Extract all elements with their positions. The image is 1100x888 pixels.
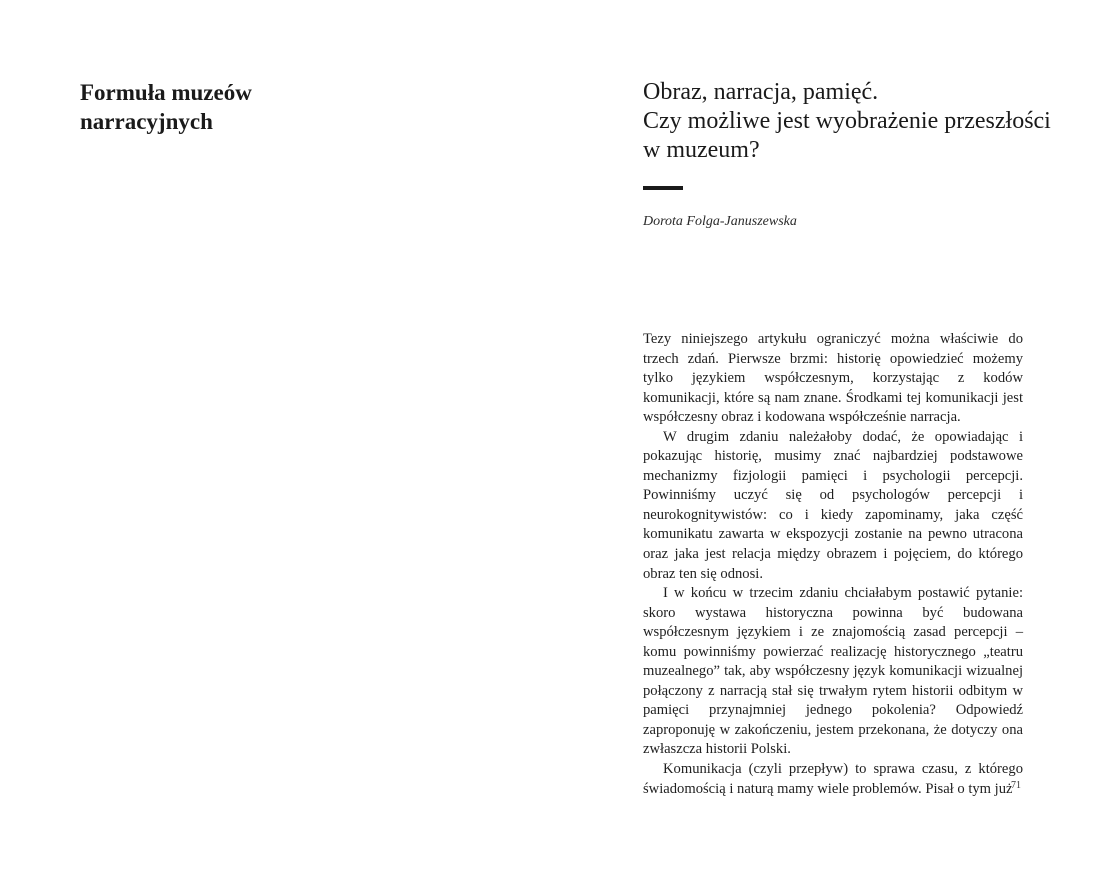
page-number: 71 <box>1011 780 1021 791</box>
paragraph-4: Komunikacja (czyli przepływ) to sprawa czasu, z którego świadomością i naturą mamy wiele problemów. Pisał o tym już <box>643 761 1023 797</box>
paragraph-3: I w końcu w trzecim zdaniu chciałabym postawić pytanie: skoro wystawa historyczna powinna być budowana współczesnym językiem i ze znajomością zasad percepcji – komu powinniśmy powierzać realizację historycznego „teatru muzealnego” tak, aby współczesny język komunikacji wizualnej połączony z narracją stał się trwałym rytem historii odbitym w pamięci przynajmniej jednego pokolenia? Odpowiedź zaproponuję w zakończeniu, jestem przekonana, że dotyczy ona zwłaszcza historii Polski. <box>643 585 1023 758</box>
title-divider-rule <box>643 186 683 190</box>
section-title-line-1: Formuła muzeów <box>80 80 252 105</box>
right-page <box>550 0 1100 888</box>
article-body <box>643 330 1023 799</box>
paragraph-2: W drugim zdaniu należałoby dodać, że opowiadając i pokazując historię, musimy znać najbardziej podstawowe mechanizmy fizjologii pamięci i psychologii percepcji. Powinniśmy uczyć się od psychologów percepcji i neurokognitywistów: co i kiedy zapominamy, jaka część komunikatu zawarta w ekspozycji zostanie na pewno utracona oraz jaka jest relacja między obrazem i pojęciem, do którego obraz ten się odnosi. <box>643 428 1023 582</box>
section-title <box>80 78 380 136</box>
chapter-title <box>643 78 1063 165</box>
chapter-title-line-1: Obraz, narracja, pamięć. <box>643 79 879 105</box>
chapter-title-line-2: Czy możliwe jest wyobrażenie przeszłości <box>643 108 1051 134</box>
chapter-title-line-3: w muzeum? <box>643 137 760 163</box>
section-title-line-2: narracyjnych <box>80 109 213 134</box>
author-name: Dorota Folga-Januszewska <box>643 214 797 229</box>
paragraph-1: Tezy niniejszego artykułu ograniczyć można właściwie do trzech zdań. Pierwsze brzmi: historię opowiedzieć możemy tylko językiem współczesnym, korzystając z kodów komunikacji, które są nam znane. Środkami tej komunikacji jest współczesny obraz i kodowana współcześnie narracja. <box>643 331 1023 426</box>
